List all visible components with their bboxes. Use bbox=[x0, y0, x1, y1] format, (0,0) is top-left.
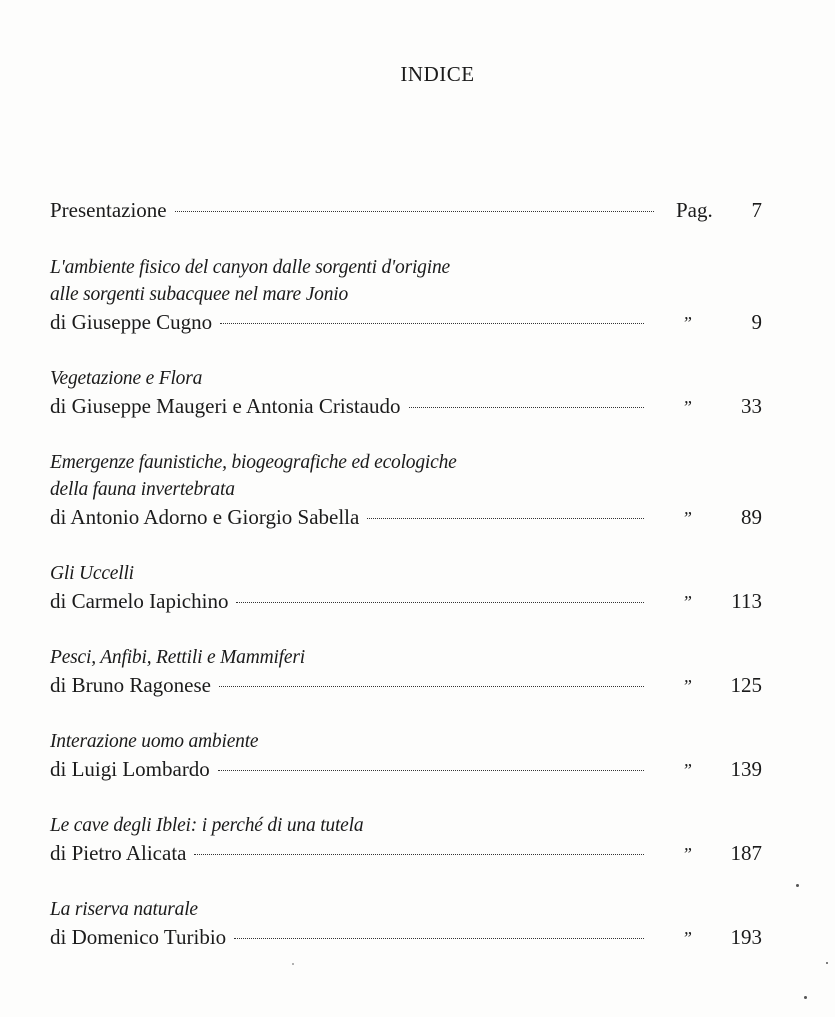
toc-entry bbox=[50, 560, 762, 616]
toc-entry-title: L'ambiente fisico del canyon dalle sorgenti d'origine bbox=[50, 257, 450, 278]
ditto-mark: ” bbox=[681, 760, 692, 780]
page-number: 7 bbox=[751, 198, 762, 222]
toc-entry bbox=[50, 896, 762, 952]
scan-speck bbox=[796, 884, 799, 887]
toc-entry bbox=[50, 254, 762, 337]
toc-entry-label: Presentazione bbox=[50, 198, 167, 222]
scan-speck bbox=[804, 996, 807, 999]
ditto-mark: ” bbox=[681, 844, 692, 864]
ditto-mark: ” bbox=[681, 508, 692, 528]
dot-leader bbox=[236, 602, 644, 603]
scan-speck bbox=[826, 962, 828, 964]
toc-entry-line bbox=[50, 923, 762, 952]
toc-entry-author: di Domenico Turibio bbox=[50, 925, 227, 949]
toc-entry-line bbox=[50, 755, 762, 784]
scan-speck bbox=[292, 963, 294, 965]
ditto-mark: ” bbox=[681, 676, 692, 696]
dot-leader bbox=[219, 686, 644, 687]
page-number: 193 bbox=[730, 925, 762, 949]
toc-entry-line bbox=[50, 196, 762, 224]
toc-entry-title: La riserva naturale bbox=[50, 899, 198, 920]
ditto-mark: ” bbox=[681, 592, 692, 612]
toc-entry-title: della fauna invertebrata bbox=[50, 479, 235, 500]
page-title: INDICE bbox=[400, 62, 475, 86]
page-number: 89 bbox=[741, 505, 762, 529]
toc-entry-author: di Carmelo Iapichino bbox=[50, 589, 229, 613]
dot-leader bbox=[220, 323, 644, 324]
page-number: 125 bbox=[730, 673, 762, 697]
toc-entry-author: di Giuseppe Cugno bbox=[50, 310, 213, 334]
toc-entry bbox=[50, 196, 762, 254]
toc-entry bbox=[50, 449, 762, 532]
dot-leader bbox=[367, 518, 644, 519]
page-number: 187 bbox=[730, 841, 762, 865]
toc-entry-title: Vegetazione e Flora bbox=[50, 368, 203, 389]
toc-entry-line bbox=[50, 308, 762, 337]
toc-entry bbox=[50, 365, 762, 421]
toc-entry-author: di Luigi Lombardo bbox=[50, 757, 210, 781]
ditto-mark: ” bbox=[681, 313, 692, 333]
toc-entry-line bbox=[50, 839, 762, 868]
toc-entry-title: Gli Uccelli bbox=[50, 563, 134, 584]
dot-leader bbox=[194, 854, 644, 855]
toc-entry bbox=[50, 728, 762, 784]
toc-entry-author: di Antonio Adorno e Giorgio Sabella bbox=[50, 505, 360, 529]
toc-entry-line bbox=[50, 671, 762, 700]
toc-entry-line bbox=[50, 587, 762, 616]
dot-leader bbox=[218, 770, 644, 771]
toc-entry-line bbox=[50, 503, 762, 532]
toc-entry-title: alle sorgenti subacquee nel mare Jonio bbox=[50, 284, 349, 305]
page-number: 33 bbox=[741, 394, 762, 418]
toc-entry-author: di Bruno Ragonese bbox=[50, 673, 211, 697]
ditto-mark: ” bbox=[681, 397, 692, 417]
toc-entry-author: di Pietro Alicata bbox=[50, 841, 187, 865]
page-number: 139 bbox=[730, 757, 762, 781]
toc-entry-line bbox=[50, 392, 762, 421]
toc-entry bbox=[50, 644, 762, 700]
page-number: 113 bbox=[731, 589, 762, 613]
toc-entry-title: Pesci, Anfibi, Rettili e Mammiferi bbox=[50, 647, 305, 668]
page-marker: Pag. bbox=[676, 198, 713, 222]
dot-leader bbox=[409, 407, 644, 408]
dot-leader bbox=[234, 938, 644, 939]
toc-entry-title: Emergenze faunistiche, biogeografiche ed ecologiche bbox=[50, 452, 457, 473]
dot-leader bbox=[175, 211, 654, 212]
page-number: 9 bbox=[751, 310, 762, 334]
table-of-contents bbox=[50, 196, 762, 952]
toc-entry-title: Interazione uomo ambiente bbox=[50, 731, 259, 752]
toc-entry-author: di Giuseppe Maugeri e Antonia Cristaudo bbox=[50, 394, 401, 418]
toc-entry-title: Le cave degli Iblei: i perché di una tutela bbox=[50, 815, 364, 836]
toc-entry bbox=[50, 812, 762, 868]
ditto-mark: ” bbox=[681, 928, 692, 948]
